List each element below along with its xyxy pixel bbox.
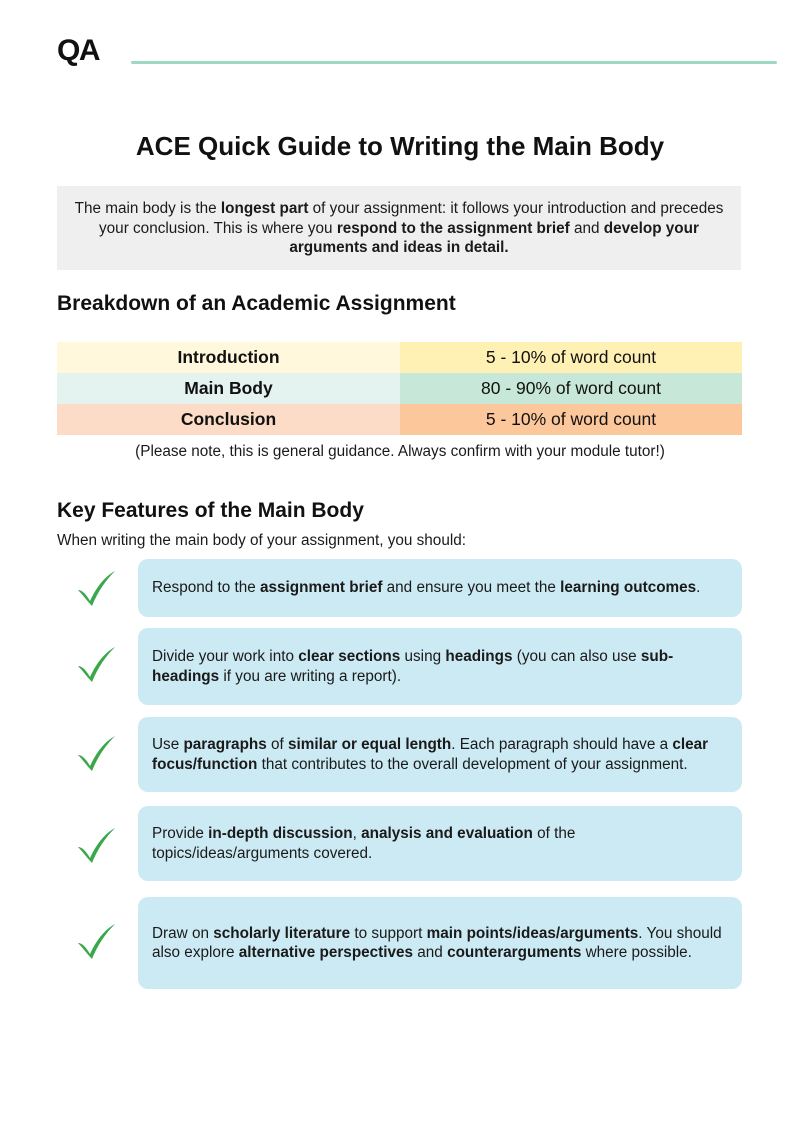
feature-card — [138, 897, 742, 989]
page-header — [0, 0, 800, 90]
bold-phrase: similar or equal length — [288, 736, 452, 753]
bold-phrase: longest part — [220, 200, 309, 217]
share-cell: 5 - 10% of word count — [400, 404, 742, 435]
text-run: , — [352, 825, 362, 842]
bold-phrase: counterarguments — [447, 944, 582, 961]
breakdown-table — [57, 342, 742, 435]
bold-phrase: headings — [445, 648, 513, 665]
part-cell: Main Body — [57, 373, 400, 404]
bold-phrase: in-depth discussion — [208, 825, 353, 842]
qa-logo: QA — [57, 34, 99, 67]
check-icon — [72, 823, 120, 867]
feature-text — [152, 824, 728, 863]
text-run: to support — [350, 924, 427, 942]
bold-phrase: sub-headings — [152, 648, 674, 685]
feature-text — [152, 578, 700, 598]
bold-phrase: main points/ideas/arguments — [426, 924, 639, 942]
header-divider — [131, 61, 777, 64]
text-run: Divide your work into — [152, 648, 299, 665]
text-run: Provide — [152, 825, 209, 842]
intro-box — [57, 186, 741, 270]
bold-phrase: learning outcomes — [560, 579, 697, 597]
feature-text — [152, 735, 728, 774]
text-run: Draw on — [152, 924, 214, 942]
part-cell: Introduction — [57, 342, 400, 373]
bold-phrase: assignment brief — [260, 579, 383, 597]
breakdown-heading: Breakdown of an Academic Assignment — [57, 292, 456, 315]
text-run: Respond to the — [152, 579, 261, 597]
features-heading: Key Features of the Main Body — [57, 499, 364, 522]
bold-phrase: clear focus/function — [152, 736, 709, 773]
text-run: if you are writing a report). — [219, 667, 402, 685]
text-run: . Each paragraph should have a — [451, 736, 673, 753]
text-run: and ensure you meet the — [382, 579, 561, 597]
part-cell: Conclusion — [57, 404, 400, 435]
feature-card — [138, 559, 742, 617]
text-run: and — [413, 944, 448, 961]
check-icon — [72, 919, 120, 963]
bold-phrase: analysis and evaluation — [361, 825, 533, 842]
bold-phrase: clear sections — [298, 648, 401, 665]
check-icon — [72, 566, 120, 610]
table-row — [57, 373, 742, 404]
feature-text — [152, 647, 728, 686]
text-run: (you can also use — [512, 648, 641, 665]
text-run: Use — [152, 736, 184, 753]
table-note: (Please note, this is general guidance. Always confirm with your module tutor!) — [135, 443, 665, 460]
table-row — [57, 342, 742, 373]
text-run: . — [696, 579, 701, 597]
bold-phrase: respond to the assignment brief — [336, 219, 570, 237]
check-icon — [72, 642, 120, 686]
text-run: where possible. — [581, 944, 692, 961]
share-cell: 80 - 90% of word count — [400, 373, 742, 404]
text-run: The main body is the — [74, 200, 221, 217]
features-intro: When writing the main body of your assignment, you should: — [57, 532, 466, 549]
share-cell: 5 - 10% of word count — [400, 342, 742, 373]
bold-phrase: alternative perspectives — [238, 944, 414, 961]
text-run: of your assignment: it follows your introduction and precedes your conclusion. This is where you — [99, 200, 724, 237]
feature-card — [138, 806, 742, 881]
text-run: and — [569, 219, 604, 237]
text-run: . You should also explore — [152, 924, 722, 961]
text-run: that contributes to the overall development of your assignment. — [257, 755, 688, 773]
check-icon — [72, 731, 120, 775]
feature-card — [138, 628, 742, 705]
text-run: using — [400, 648, 446, 665]
feature-card — [138, 717, 742, 792]
intro-text — [73, 199, 725, 258]
bold-phrase: paragraphs — [183, 736, 267, 753]
text-run: of the topics/ideas/arguments covered. — [152, 825, 576, 862]
table-row — [57, 404, 742, 435]
feature-text — [152, 924, 728, 963]
text-run: of — [266, 736, 289, 753]
bold-phrase: scholarly literature — [213, 924, 351, 942]
bold-phrase: develop your arguments and ideas in detail. — [289, 219, 699, 256]
page-title: ACE Quick Guide to Writing the Main Body — [135, 131, 665, 161]
